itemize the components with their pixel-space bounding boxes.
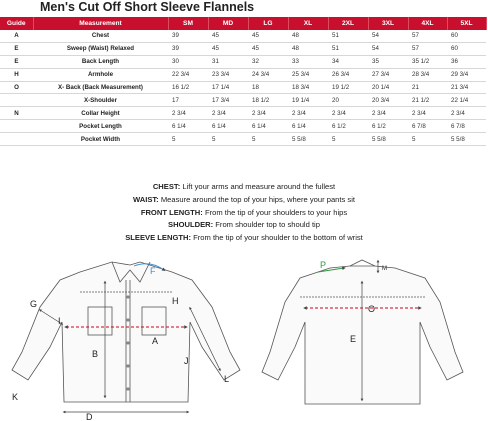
- instruction-sleeve-length: SLEEVE LENGTH: From the tip of your shoulder to the bottom of wrist: [125, 233, 363, 243]
- measurement-cell: X- Back (Back Measurement): [33, 81, 168, 94]
- size-value-cell: 17: [168, 94, 208, 107]
- size-value-cell: 17 3/4: [208, 94, 248, 107]
- guide-cell: [0, 120, 33, 133]
- guide-cell: H: [0, 68, 33, 81]
- guide-cell: N: [0, 107, 33, 120]
- size-value-cell: 6 1/4: [168, 120, 208, 133]
- size-value-cell: 54: [368, 42, 408, 55]
- size-value-cell: 29 3/4: [447, 68, 486, 81]
- size-value-cell: 28 3/4: [408, 68, 447, 81]
- measurement-cell: Pocket Width: [33, 133, 168, 146]
- size-value-cell: 45: [208, 42, 248, 55]
- measurement-cell: Collar Height: [33, 107, 168, 120]
- size-value-cell: 32: [248, 55, 288, 68]
- size-value-cell: 60: [447, 30, 486, 42]
- size-chart-table: [0, 17, 487, 146]
- column-header-guide: Guide: [0, 17, 33, 30]
- column-header-3xl: 3XL: [368, 17, 408, 30]
- measurement-cell: X-Shoulder: [33, 94, 168, 107]
- size-value-cell: 21 3/4: [447, 81, 486, 94]
- size-value-cell: 2 3/4: [368, 107, 408, 120]
- svg-text:M: M: [382, 266, 387, 272]
- guide-cell: O: [0, 81, 33, 94]
- guide-cell: E: [0, 42, 33, 55]
- size-value-cell: 20 3/4: [368, 94, 408, 107]
- measurement-cell: Sweep (Waist) Relaxed: [33, 42, 168, 55]
- table-row: [0, 81, 486, 94]
- back-shirt-illustration: [262, 260, 463, 404]
- size-value-cell: 21 1/2: [408, 94, 447, 107]
- size-value-cell: 25 3/4: [288, 68, 328, 81]
- instruction-waist: WAIST: Measure around the top of your hips, where your pants sit: [132, 194, 355, 204]
- size-value-cell: 2 3/4: [288, 107, 328, 120]
- size-value-cell: 45: [248, 42, 288, 55]
- table-header-row: [0, 17, 486, 30]
- measurement-cell: Pocket Length: [33, 120, 168, 133]
- svg-text:H: H: [172, 296, 179, 306]
- measurement-cell: Back Length: [33, 55, 168, 68]
- size-value-cell: 18: [248, 81, 288, 94]
- size-value-cell: 16 1/2: [168, 81, 208, 94]
- size-value-cell: 18 1/2: [248, 94, 288, 107]
- size-value-cell: 19 1/2: [328, 81, 368, 94]
- table-row: [0, 133, 486, 146]
- size-value-cell: 6 7/8: [447, 120, 486, 133]
- size-value-cell: 54: [368, 30, 408, 42]
- size-value-cell: 39: [168, 42, 208, 55]
- size-value-cell: 18 3/4: [288, 81, 328, 94]
- svg-text:J: J: [184, 356, 189, 366]
- guide-cell: [0, 133, 33, 146]
- size-value-cell: 2 3/4: [208, 107, 248, 120]
- table-row: [0, 94, 486, 107]
- svg-text:D: D: [86, 412, 93, 421]
- size-value-cell: 5 5/8: [368, 133, 408, 146]
- size-value-cell: 5: [408, 133, 447, 146]
- table-row: [0, 55, 486, 68]
- guide-cell: A: [0, 30, 33, 42]
- column-header-md: MD: [208, 17, 248, 30]
- table-row: [0, 42, 486, 55]
- guide-cell: E: [0, 55, 33, 68]
- column-header-lg: LG: [248, 17, 288, 30]
- size-value-cell: 51: [328, 42, 368, 55]
- size-value-cell: 48: [288, 42, 328, 55]
- size-value-cell: 6 1/2: [368, 120, 408, 133]
- measurement-cell: Chest: [33, 30, 168, 42]
- svg-text:I: I: [58, 316, 61, 326]
- measurement-cell: Armhole: [33, 68, 168, 81]
- size-value-cell: 57: [408, 42, 447, 55]
- size-value-cell: 20: [328, 94, 368, 107]
- size-value-cell: 21: [408, 81, 447, 94]
- size-value-cell: 6 7/8: [408, 120, 447, 133]
- column-header-5xl: 5XL: [447, 17, 486, 30]
- size-value-cell: 5: [208, 133, 248, 146]
- size-value-cell: 35 1/2: [408, 55, 447, 68]
- size-value-cell: 2 3/4: [408, 107, 447, 120]
- size-value-cell: 6 1/4: [248, 120, 288, 133]
- page-title: Men's Cut Off Short Sleeve Flannels: [40, 0, 255, 14]
- size-value-cell: 2 3/4: [168, 107, 208, 120]
- shirt-measurement-diagrams: [0, 252, 488, 421]
- svg-text:B: B: [92, 349, 99, 359]
- size-value-cell: 36: [447, 55, 486, 68]
- front-shirt-illustration: [12, 262, 240, 402]
- svg-text:L: L: [224, 374, 230, 384]
- instruction-front-length: FRONT LENGTH: From the tip of your shoulders to your hips: [140, 207, 348, 217]
- size-value-cell: 22 1/4: [447, 94, 486, 107]
- column-header-xl: XL: [288, 17, 328, 30]
- table-row: [0, 107, 486, 120]
- size-value-cell: 45: [248, 30, 288, 42]
- size-value-cell: 2 3/4: [447, 107, 486, 120]
- size-value-cell: 24 3/4: [248, 68, 288, 81]
- size-value-cell: 5 5/8: [288, 133, 328, 146]
- size-value-cell: 22 3/4: [168, 68, 208, 81]
- guide-cell: [0, 94, 33, 107]
- column-header-4xl: 4XL: [408, 17, 447, 30]
- size-value-cell: 35: [368, 55, 408, 68]
- table-row: [0, 30, 486, 42]
- size-value-cell: 23 3/4: [208, 68, 248, 81]
- size-value-cell: 30: [168, 55, 208, 68]
- svg-text:E: E: [350, 334, 357, 344]
- svg-text:O: O: [368, 304, 376, 314]
- svg-text:G: G: [30, 299, 38, 309]
- table-row: [0, 120, 486, 133]
- size-value-cell: 60: [447, 42, 486, 55]
- svg-text:A: A: [152, 336, 159, 346]
- size-value-cell: 6 1/4: [208, 120, 248, 133]
- size-value-cell: 20 1/4: [368, 81, 408, 94]
- size-value-cell: 19 1/4: [288, 94, 328, 107]
- size-value-cell: 31: [208, 55, 248, 68]
- svg-text:F: F: [150, 266, 156, 276]
- size-value-cell: 17 1/4: [208, 81, 248, 94]
- size-value-cell: 2 3/4: [328, 107, 368, 120]
- instruction-chest: CHEST: Lift your arms and measure around the fullest: [152, 182, 336, 191]
- column-header-sm: SM: [168, 17, 208, 30]
- size-value-cell: 51: [328, 30, 368, 42]
- size-value-cell: 33: [288, 55, 328, 68]
- measuring-instructions: [0, 181, 488, 245]
- size-value-cell: 5: [248, 133, 288, 146]
- size-value-cell: 39: [168, 30, 208, 42]
- size-value-cell: 6 1/2: [328, 120, 368, 133]
- size-value-cell: 34: [328, 55, 368, 68]
- size-value-cell: 5: [168, 133, 208, 146]
- column-header-measurement: Measurement: [33, 17, 168, 30]
- table-row: [0, 68, 486, 81]
- size-value-cell: 26 3/4: [328, 68, 368, 81]
- size-value-cell: 27 3/4: [368, 68, 408, 81]
- instruction-shoulder: SHOULDER: From shoulder top to should tip: [168, 220, 320, 230]
- size-value-cell: 5 5/8: [447, 133, 486, 146]
- size-value-cell: 2 3/4: [248, 107, 288, 120]
- svg-text:K: K: [12, 392, 19, 402]
- size-value-cell: 5: [328, 133, 368, 146]
- svg-text:P: P: [320, 260, 327, 270]
- size-value-cell: 6 1/4: [288, 120, 328, 133]
- size-value-cell: 45: [208, 30, 248, 42]
- size-value-cell: 48: [288, 30, 328, 42]
- size-value-cell: 57: [408, 30, 447, 42]
- column-header-2xl: 2XL: [328, 17, 368, 30]
